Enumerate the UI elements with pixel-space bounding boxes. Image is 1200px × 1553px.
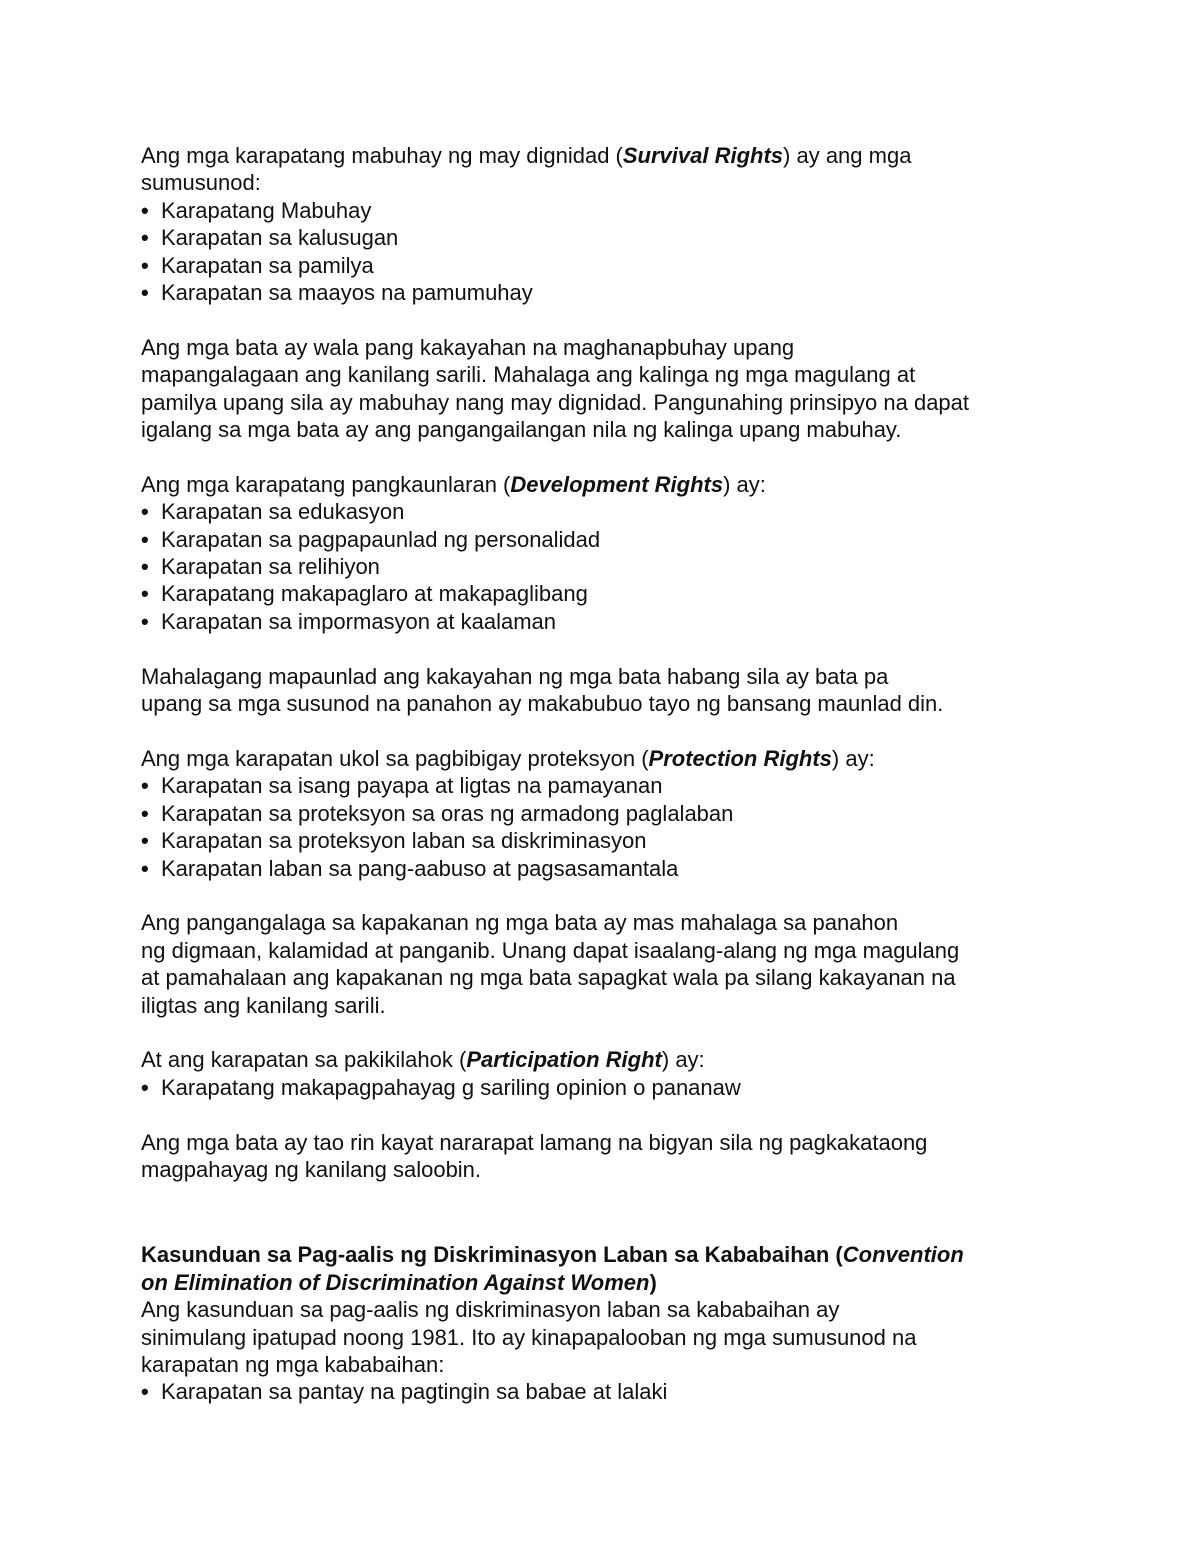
- list-item: • Karapatan sa impormasyon at kaalaman: [141, 608, 556, 634]
- participation-term: Participation Right: [466, 1047, 662, 1073]
- list-item: • Karapatan sa relihiyon: [141, 554, 380, 580]
- development-intro: Ang mga karapatang pangkaunlaran (Development Rights) ay:: [141, 471, 766, 497]
- bullet-icon: •: [141, 773, 149, 799]
- cedaw-list: [141, 1378, 1041, 1405]
- bullet-icon: •: [141, 280, 149, 306]
- cedaw-heading: Kasunduan sa Pag-aalis ng Diskriminasyon Laban sa Kababaihan (Convention: [141, 1242, 964, 1268]
- document-page: [141, 142, 1041, 1406]
- list-item: • Karapatang makapagpahayag g sariling opinion o pananaw: [141, 1074, 741, 1100]
- bullet-icon: •: [141, 581, 149, 607]
- bullet-icon: •: [141, 499, 149, 525]
- development-list: [141, 498, 1041, 635]
- survival-rights-section: [141, 142, 1041, 443]
- list-item: • Karapatan sa isang payapa at ligtas na pamayanan: [141, 773, 663, 799]
- list-item: • Karapatang makapaglaro at makapaglibang: [141, 581, 588, 607]
- cedaw-heading-line2: on Elimination of Discrimination Against Women): [141, 1269, 657, 1295]
- participation-right-section: [141, 1046, 1041, 1183]
- bullet-icon: •: [141, 1074, 149, 1100]
- bullet-icon: •: [141, 855, 149, 881]
- list-item: • Karapatan sa maayos na pamumuhay: [141, 280, 533, 306]
- survival-intro-line2: sumusunod:: [141, 170, 261, 196]
- development-rights-section: [141, 471, 1041, 718]
- cedaw-section: [141, 1241, 1041, 1405]
- list-item: • Karapatan sa proteksyon laban sa diskriminasyon: [141, 828, 647, 854]
- bullet-icon: •: [141, 252, 149, 278]
- bullet-icon: •: [141, 526, 149, 552]
- list-item: • Karapatang Mabuhay: [141, 197, 372, 223]
- bullet-icon: •: [141, 828, 149, 854]
- protection-intro: Ang mga karapatan ukol sa pagbibigay proteksyon (Protection Rights) ay:: [141, 745, 875, 771]
- bullet-icon: •: [141, 800, 149, 826]
- bullet-icon: •: [141, 1379, 149, 1405]
- bullet-icon: •: [141, 197, 149, 223]
- list-item: • Karapatan sa kalusugan: [141, 225, 399, 251]
- list-item: • Karapatan sa pamilya: [141, 252, 374, 278]
- survival-intro: Ang mga karapatang mabuhay ng may dignidad (Survival Rights) ay ang mga: [141, 143, 912, 168]
- bullet-icon: •: [141, 554, 149, 580]
- list-item: • Karapatan sa pagpapaunlad ng personalidad: [141, 526, 601, 552]
- development-term: Development Rights: [510, 471, 724, 497]
- protection-paragraph: Ang pangangalaga sa kapakanan ng mga bata ay mas mahalaga sa panahon ng digmaan, kalamidad at panganib. Unang dapat isaalang-alang ng mga magulang at pamahalaan ang kapakanan ng mga bata sapagkat wala pa silang kakayanan na iligtas ang kanilang sarili.: [141, 910, 960, 1018]
- participation-intro: At ang karapatan sa pakikilahok (Participation Right) ay:: [141, 1047, 705, 1073]
- survival-list: [141, 197, 1041, 307]
- bullet-icon: •: [141, 608, 149, 634]
- survival-paragraph: Ang mga bata ay wala pang kakayahan na maghanapbuhay upang mapangalagaan ang kanilang sarili. Mahalaga ang kalinga ng mga magulang at pamilya upang sila ay mabuhay nang may dignidad. Pangunahing prinsipyo na dapat igalang sa mga bata ay ang pangangailangan nila ng kalinga upang mabuhay.: [141, 334, 970, 443]
- participation-paragraph: Ang mga bata ay tao rin kayat nararapat lamang na bigyan sila ng pagkakataong magpahayag ng kanilang saloobin.: [141, 1129, 928, 1182]
- development-paragraph: Mahalagang mapaunlad ang kakayahan ng mga bata habang sila ay bata pa upang sa mga susunod na panahon ay makabubuo tayo ng bansang maunlad din.: [141, 663, 944, 717]
- survival-term: Survival Rights: [622, 143, 784, 168]
- participation-list: [141, 1074, 1041, 1101]
- bullet-icon: •: [141, 225, 149, 251]
- cedaw-paragraph: Ang kasunduan sa pag-aalis ng diskriminasyon laban sa kababaihan ay sinimulang ipatupad noong 1981. Ito ay kinapapalooban ng mga sumusunod na karapatan ng mga kababaihan:: [141, 1297, 917, 1377]
- list-item: • Karapatan sa pantay na pagtingin sa babae at lalaki: [141, 1379, 668, 1405]
- list-item: • Karapatan laban sa pang-aabuso at pagsasamantala: [141, 855, 679, 881]
- list-item: • Karapatan sa proteksyon sa oras ng armadong paglalaban: [141, 800, 734, 826]
- protection-rights-section: [141, 745, 1041, 1019]
- list-item: • Karapatan sa edukasyon: [141, 499, 405, 525]
- protection-term: Protection Rights: [648, 745, 832, 771]
- protection-list: [141, 772, 1041, 882]
